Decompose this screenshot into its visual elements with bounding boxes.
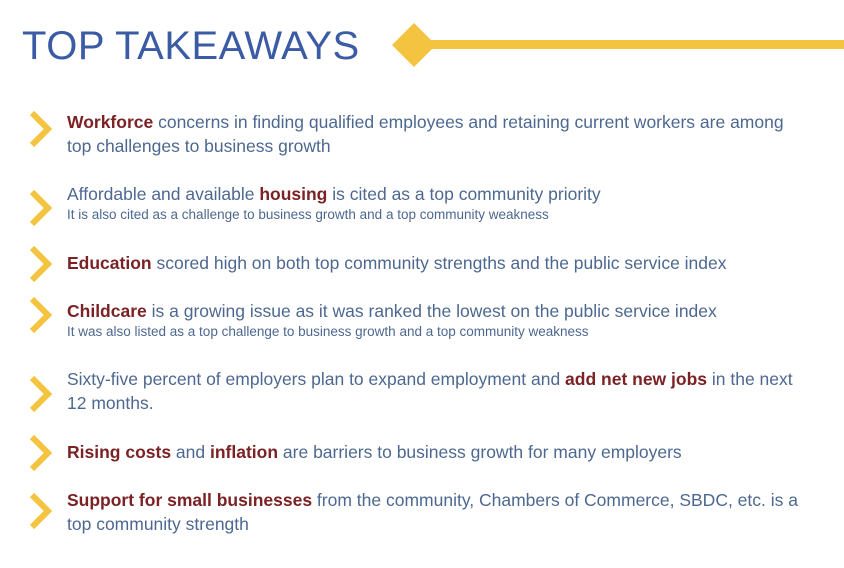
takeaway-text	[67, 251, 807, 275]
takeaway-emphasis: Support for small businesses	[67, 490, 313, 510]
takeaway-text	[67, 367, 807, 415]
chevron-right-icon	[28, 110, 54, 148]
takeaway-body: is a growing issue as it was ranked the lowest on the public service index	[146, 301, 717, 321]
takeaway-text	[67, 299, 807, 341]
takeaway-emphasis: housing	[259, 184, 328, 204]
chevron-right-icon	[28, 245, 54, 283]
takeaway-body: and	[171, 442, 210, 462]
takeaway-text	[67, 440, 807, 464]
chevron-right-icon	[28, 375, 54, 413]
takeaway-emphasis: Rising costs	[67, 442, 172, 462]
takeaway-subtext: It is also cited as a challenge to business growth and a top community weakness	[67, 207, 549, 222]
takeaway-text	[67, 182, 807, 224]
chevron-right-icon	[28, 296, 54, 334]
takeaway-body: is cited as a top community priority	[327, 184, 601, 204]
takeaway-subtext: It was also listed as a top challenge to business growth and a top community weakness	[67, 324, 589, 339]
takeaway-emphasis: Childcare	[67, 301, 147, 321]
chevron-right-icon	[28, 492, 54, 530]
takeaway-emphasis: Education	[67, 253, 152, 273]
chevron-right-icon	[28, 434, 54, 472]
takeaway-body: in the next 12 months.	[67, 369, 793, 413]
takeaway-text	[67, 488, 807, 536]
takeaway-emphasis: add net new jobs	[565, 369, 708, 389]
takeaway-body: from the community, Chambers of Commerce, SBDC, etc. is a top community strength	[67, 490, 798, 534]
takeaway-body: Sixty-five percent of employers plan to expand employment and	[67, 369, 566, 389]
page-title: TOP TAKEAWAYS	[22, 24, 360, 68]
chevron-right-icon	[28, 189, 54, 227]
takeaway-body: are barriers to business growth for many employers	[278, 442, 682, 462]
takeaway-emphasis: inflation	[210, 442, 279, 462]
takeaway-body: scored high on both top community strengths and the public service index	[151, 253, 727, 273]
takeaway-body: Affordable and available	[67, 184, 260, 204]
diamond-line-icon	[390, 20, 844, 70]
takeaway-emphasis: Workforce	[67, 112, 154, 132]
takeaway-text	[67, 110, 807, 158]
takeaway-body: concerns in finding qualified employees and retaining current workers are among top challenges to business growth	[67, 112, 784, 156]
